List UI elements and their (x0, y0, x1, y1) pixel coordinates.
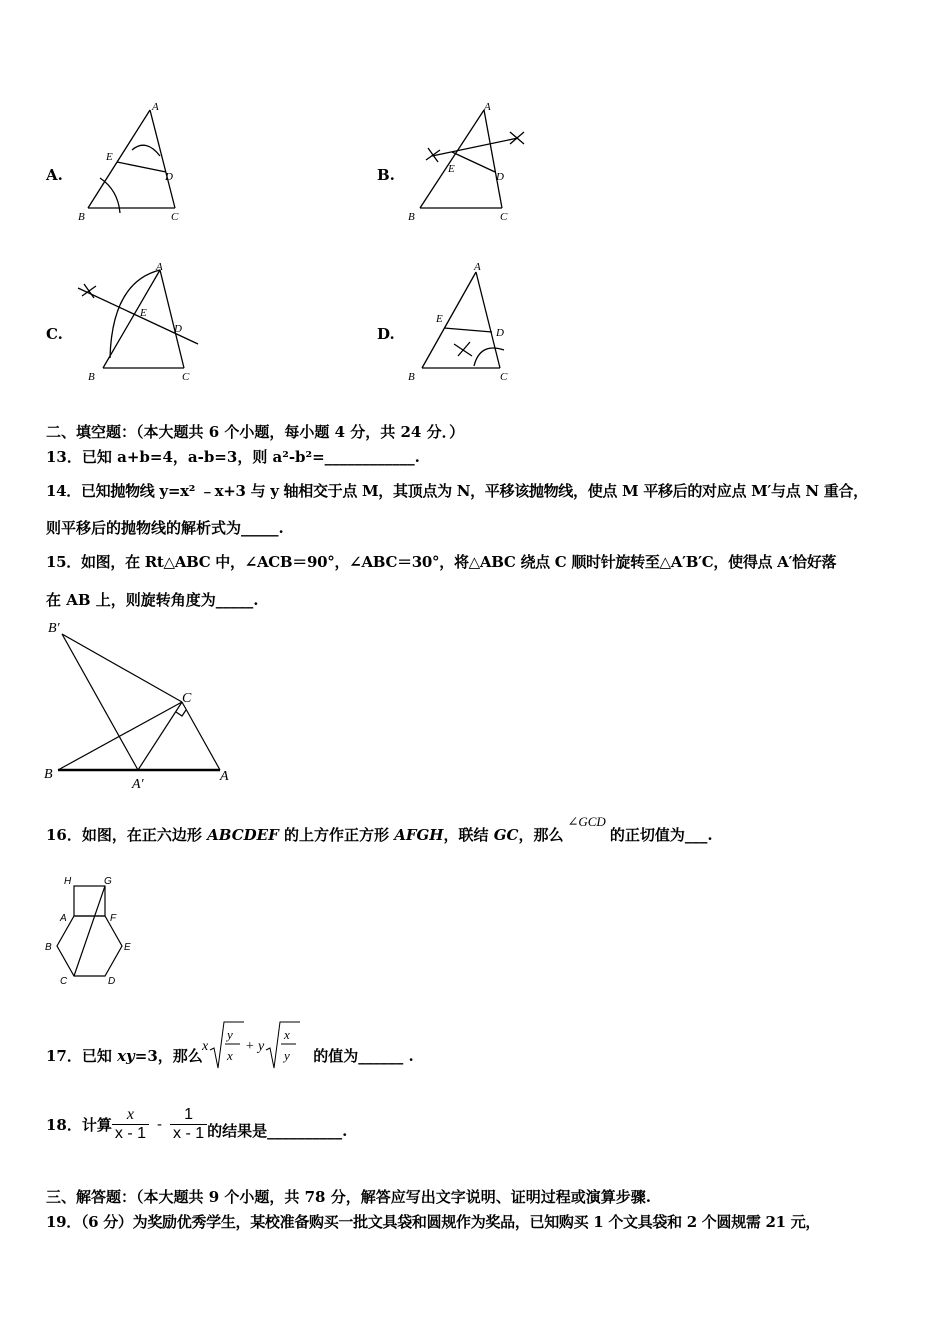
q17-given: xy (117, 1047, 135, 1065)
expr-plus: + (245, 1039, 255, 1054)
label-a-prime: A′ (132, 777, 144, 792)
expr-x1: x (227, 1048, 233, 1063)
label-c: C (182, 691, 192, 706)
label-a: A (152, 101, 159, 113)
question-14-line-1: 14．已知抛物线 y=x² ﹣x+3 与 y 轴相交于点 M，其顶点为 N，平移该抛物线，使点 M 平移后的对应点 M′与点 N 重合， (46, 482, 868, 500)
q16-segment: GC (493, 826, 519, 844)
frac2-numerator: 1 (184, 1106, 194, 1123)
q17-suffix: 的值为______ . (313, 1047, 414, 1065)
option-c-label[interactable]: C. (46, 325, 63, 343)
label-d: D (496, 171, 504, 183)
q16-suffix: 的正切值为___. (609, 826, 713, 844)
label-c: C (182, 371, 190, 383)
label-a: A (156, 261, 163, 273)
label-a: A (474, 261, 481, 273)
label-g: G (104, 876, 112, 887)
label-b: B (45, 942, 52, 953)
expr-y1: y (227, 1027, 233, 1042)
option-b-figure (400, 98, 540, 228)
label-f: F (110, 913, 117, 924)
question-15-figure (40, 616, 240, 796)
label-d: D (108, 976, 116, 987)
section-2-heading: 二、填空题：（本大题共 6 个小题，每小题 4 分，共 24 分．） (46, 423, 465, 441)
q18-fraction-2 (170, 1106, 207, 1143)
option-c-figure (70, 258, 210, 390)
option-d-figure (400, 258, 530, 390)
label-b: B (408, 211, 415, 223)
label-c: C (500, 211, 508, 223)
label-e: E (140, 307, 147, 319)
label-e: E (124, 942, 131, 953)
question-17-expression (200, 1020, 306, 1074)
label-b: B (88, 371, 95, 383)
frac1-numerator: x (126, 1106, 134, 1123)
label-d: D (165, 171, 173, 183)
label-c: C (60, 976, 68, 987)
option-a-figure (70, 98, 200, 228)
label-e: E (448, 163, 455, 175)
q16-middle1: 的上方作正方形 (278, 826, 395, 844)
label-d: D (496, 327, 504, 339)
q18-prefix: 18．计算 (46, 1116, 112, 1134)
label-a: A (484, 101, 491, 113)
label-b: B (78, 211, 85, 223)
label-b: B (408, 371, 415, 383)
q18-suffix: 的结果是__________. (207, 1122, 348, 1140)
label-e: E (436, 313, 443, 325)
q17-prefix: 17．已知 (46, 1047, 118, 1065)
option-b-label[interactable]: B. (377, 166, 395, 184)
q17-given-value: =3，那么 (134, 1047, 203, 1065)
question-14-line-2: 则平移后的抛物线的解析式为_____. (46, 519, 284, 537)
label-h: H (64, 876, 72, 887)
label-b-prime: B′ (48, 621, 60, 636)
label-c: C (500, 371, 508, 383)
question-15-line-2: 在 AB 上，则旋转角度为_____. (46, 591, 259, 609)
q18-minus: - (157, 1116, 162, 1133)
q16-square: AFGH (394, 826, 444, 844)
frac1-denominator: x - 1 (112, 1124, 149, 1143)
expr-x2: x (284, 1027, 290, 1042)
section-3-heading: 三、解答题：（本大题共 9 个小题，共 78 分，解答应写出文字说明、证明过程或演算步骤. (46, 1188, 651, 1206)
q16-prefix: 16．如图，在正六边形 (46, 826, 208, 844)
label-d: D (174, 323, 182, 335)
label-a: A (220, 769, 229, 784)
question-18 (46, 1106, 347, 1143)
question-16 (46, 814, 713, 845)
frac2-denominator: x - 1 (170, 1124, 207, 1143)
q16-angle: ∠GCD (567, 814, 606, 829)
question-13: 13．已知 a+b=4，a-b=3，则 a²-b²=____________. (46, 448, 420, 466)
expr-x: x (202, 1039, 209, 1054)
label-c: C (171, 211, 179, 223)
label-e: E (106, 151, 113, 163)
q16-hexagon: ABCDEF (207, 826, 279, 844)
question-19: 19．（6 分）为奖励优秀学生，某校准备购买一批文具袋和圆规作为奖品，已知购买 1 个文具袋和 2 个圆规需 21 元， (46, 1213, 821, 1231)
q16-middle2: ，联结 (443, 826, 494, 844)
label-a: A (60, 913, 67, 924)
question-16-figure (40, 870, 140, 990)
option-d-label[interactable]: D. (377, 325, 395, 343)
question-15-line-1: 15．如图，在 Rt△ABC 中，∠ACB＝90°，∠ABC＝30°，将△ABC 绕点 C 顺时针旋转至△A′B′C，使得点 A′恰好落 (46, 553, 837, 571)
expr-y: y (258, 1039, 265, 1054)
q16-middle3: ，那么 (518, 826, 564, 844)
q18-fraction-1 (112, 1106, 149, 1143)
option-a-label[interactable]: A. (46, 166, 63, 184)
label-b: B (44, 767, 53, 782)
expr-y2: y (284, 1048, 290, 1063)
